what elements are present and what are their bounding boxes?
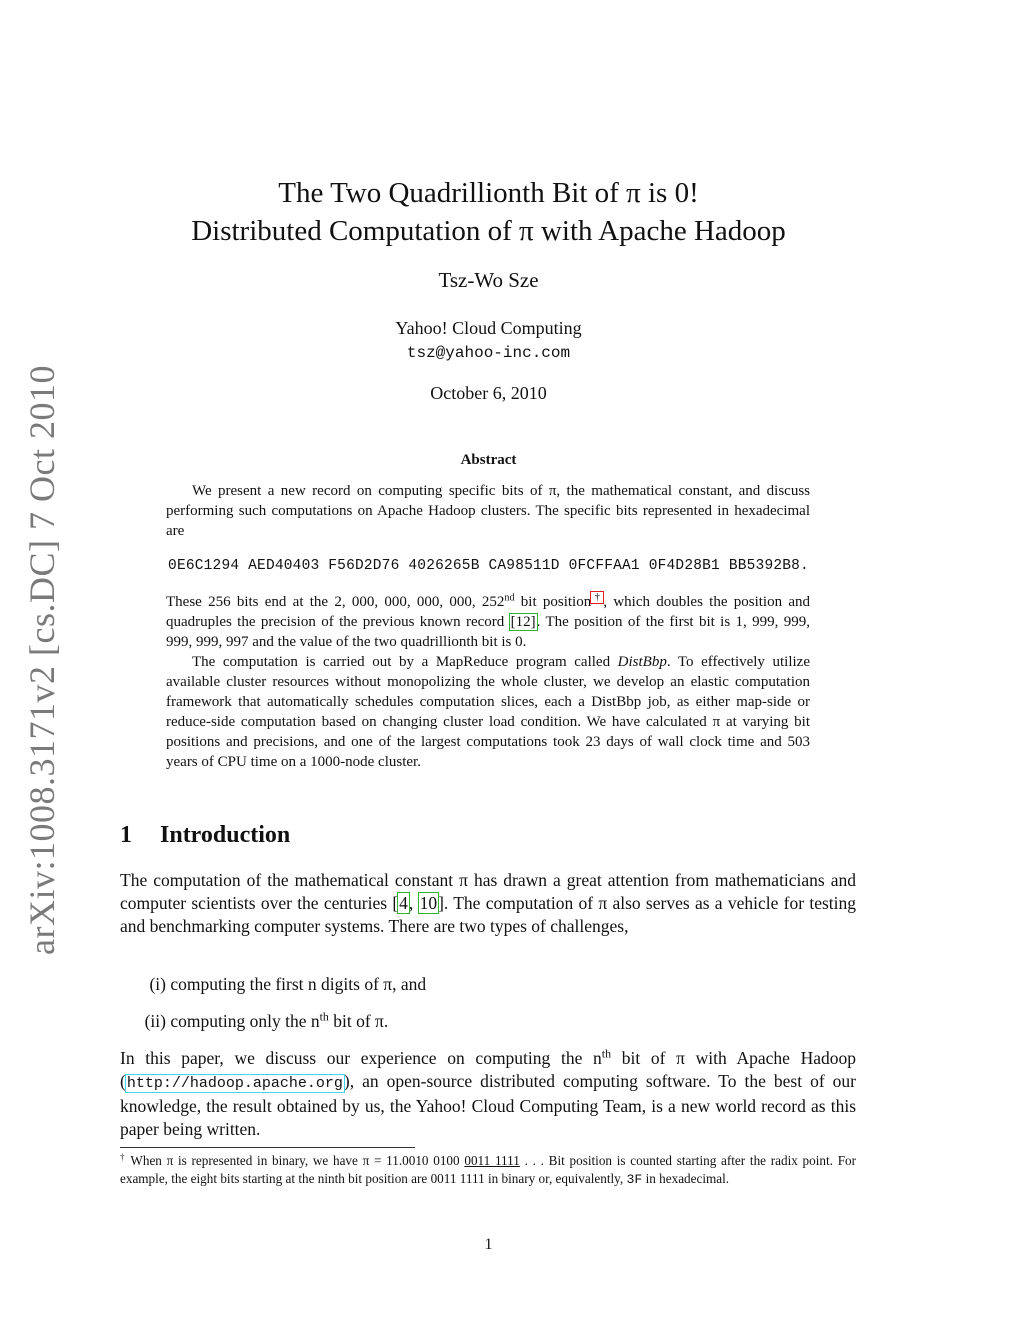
abstract-text-2d: . The position of the first bit is 1, 999, 999, 999, 999, 997 and the value of the two quadrillionth bit is 0. [166,614,810,650]
abstract-text-2b: bit position [514,594,592,610]
abstract-text-3 [166,652,810,772]
intro-text-2 [120,1047,856,1141]
footnote-text-b: . . . Bit position is counted starting after the radix point. For example, the eight bits starting at the ninth bit position are 0011 1111 in binary or, equivalently, [120,1153,857,1186]
page-number: 1 [484,1236,493,1253]
list-text-2a: computing only the n [170,1011,320,1031]
intro-text-1b: . The computation of π also serves as a vehicle for testing and benchmarking computer systems. There are two types of challenges, [120,893,857,936]
citation-link-4[interactable]: 4 [399,893,408,913]
hex-digits: 0E6C1294 AED40403 F56D2D76 4026265B CA98511D 0FCFFAA1 0F4D28B1 BB5392B8. [168,558,809,574]
title-line-1: The Two Quadrillionth Bit of π is 0! [278,177,699,209]
footnote-text-a: When π is represented in binary, we have π = 11.0010 0100 [125,1153,465,1168]
list-superscript: th [319,1009,329,1024]
citation-link-10[interactable]: 10 [419,893,438,913]
list-item-2 [120,1010,388,1033]
paper-date: October 6, 2010 [430,383,547,403]
list-text-2 [170,1011,388,1031]
program-name: DistBbp [617,654,667,670]
footnote-underlined-bits: 0011 1111 [464,1153,520,1168]
abstract-paragraph-2 [166,592,810,772]
list-text-1: computing the first n digits of π, and [170,974,427,994]
ordinal-suffix: nd [504,592,515,604]
section-heading [120,822,290,849]
list-item-1 [120,973,426,996]
footnote-link[interactable]: † [592,592,603,604]
abstract-text-3b: . To effectively utilize available cluster resources without monopolizing the whole cluster, we develop an elastic computation framework that automatically schedules computation slices, each a DistBbp job, as either map-side or reduce-side computation based on changing cluster load condition. We have calculated π at varying bit positions and precisions, and one of the largest computations took 23 days of wall clock time and 503 years of CPU time on a 1000-node cluster. [166,654,810,770]
section-title: Introduction [160,822,291,848]
intro-text-2c: ), an open-source distributed computing software. To the best of our knowledge, the result obtained by us, the Yahoo! Cloud Computing Team, is a new world record as this paper being written. [120,1071,856,1139]
intro-text-2a: In this paper, we discuss our experience on computing the n [120,1048,602,1068]
citation-link-12[interactable]: [12] [510,614,536,630]
abstract-text-1: We present a new record on computing specific bits of π, the mathematical constant, and discuss performing such computations on Apache Hadoop clusters. The specific bits represented in hexadecimal are [166,483,810,539]
section-number: 1 [120,822,132,848]
abstract-heading: Abstract [460,452,517,468]
list-label-1: (i) [149,974,166,994]
intro-text-2b: bit of π with Apache Hadoop ( [120,1048,856,1091]
list-text-2b: bit of π. [328,1011,389,1031]
title-line-2: Distributed Computation of π with Apache Hadoop [191,215,786,247]
author-affiliation: Yahoo! Cloud Computing [395,318,582,338]
footnote-text-c: in hexadecimal. [642,1171,730,1186]
arxiv-identifier: arXiv:1008.3171v2 [cs.DC] 7 Oct 2010 [22,365,62,955]
footnote-divider [120,1147,415,1148]
abstract-text-3a: The computation is carried out by a MapReduce program called [192,654,618,670]
list-label-2: (ii) [144,1011,166,1031]
hadoop-url-link[interactable]: http://hadoop.apache.org [126,1075,343,1092]
intro-text-1a: The computation of the mathematical constant π has drawn a great attention from mathematicians and computer scientists over the centuries [120,870,856,913]
abstract-text-2a: These 256 bits end at the 2, 000, 000, 000, 000, 252 [166,594,505,610]
footnote-text [120,1152,856,1189]
abstract-text-2 [166,592,810,652]
intro-text-1: The computation of the mathematical constant π has drawn a great attention from mathematicians and computer scientists over the centuries [4, 10]. The computation of π also serves as a vehicle for testing and benchmarking computer systems. There are two types of challenges, [120,870,857,936]
intro-paragraph-1 [120,869,856,938]
footnote-hex-code: 3F [626,1172,643,1187]
intro-superscript: th [601,1046,612,1061]
footnote-mark: † [120,1152,126,1163]
intro-paragraph-2 [120,1047,856,1141]
footnote [120,1152,856,1189]
author-email: tsz@yahoo-inc.com [406,344,571,362]
abstract-text-2c: , which doubles the position and quadruples the precision of the previous known record [166,594,810,630]
abstract-paragraph-1 [166,481,810,541]
author-name: Tsz-Wo Sze [438,268,539,292]
